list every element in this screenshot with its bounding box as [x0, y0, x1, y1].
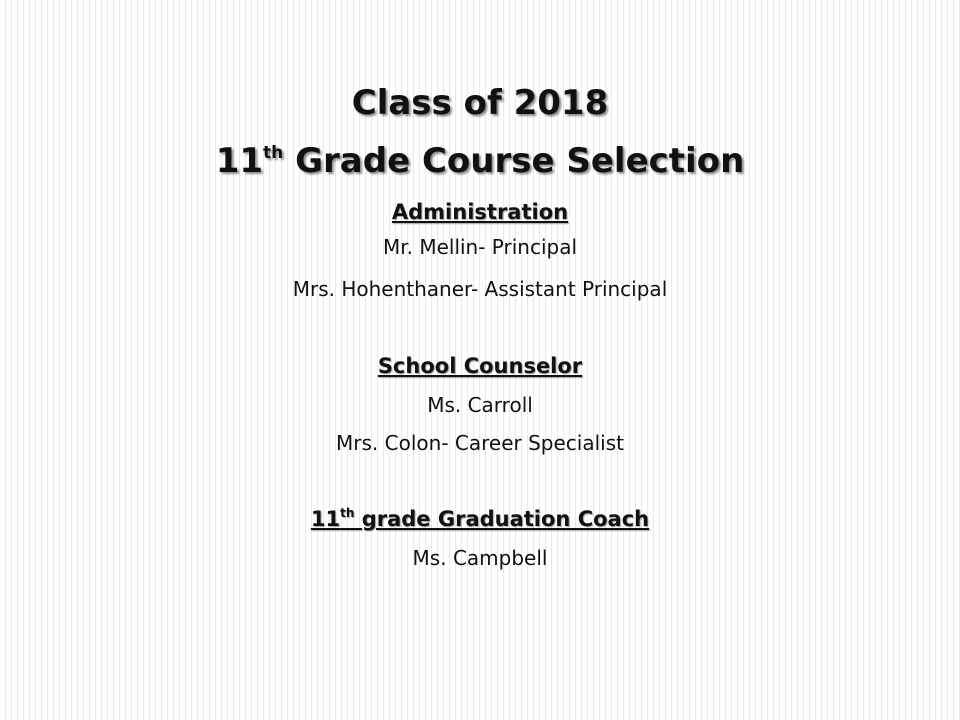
subtitle-text: Grade Course Selection	[283, 141, 745, 181]
coach-heading-ordinal: th	[340, 506, 355, 520]
slide-title: Class of 2018	[351, 83, 609, 123]
coach-heading	[0, 506, 960, 535]
subtitle-ordinal: th	[263, 143, 284, 163]
counselor-heading: School Counselor	[377, 354, 583, 378]
counselor-member-1: Ms. Carroll	[427, 393, 533, 417]
administration-heading: Administration	[391, 200, 569, 224]
administration-member-1: Mr. Mellin- Principal	[382, 235, 578, 259]
slide-subtitle	[0, 140, 960, 188]
coach-heading-text: grade Graduation Coach	[354, 507, 650, 531]
coach-heading-number: 11	[310, 507, 341, 531]
subtitle-number: 11	[215, 141, 264, 181]
administration-member-2: Mrs. Hohenthaner- Assistant Principal	[292, 277, 668, 301]
counselor-member-2: Mrs. Colon- Career Specialist	[336, 431, 624, 455]
coach-member-1: Ms. Campbell	[412, 546, 548, 570]
